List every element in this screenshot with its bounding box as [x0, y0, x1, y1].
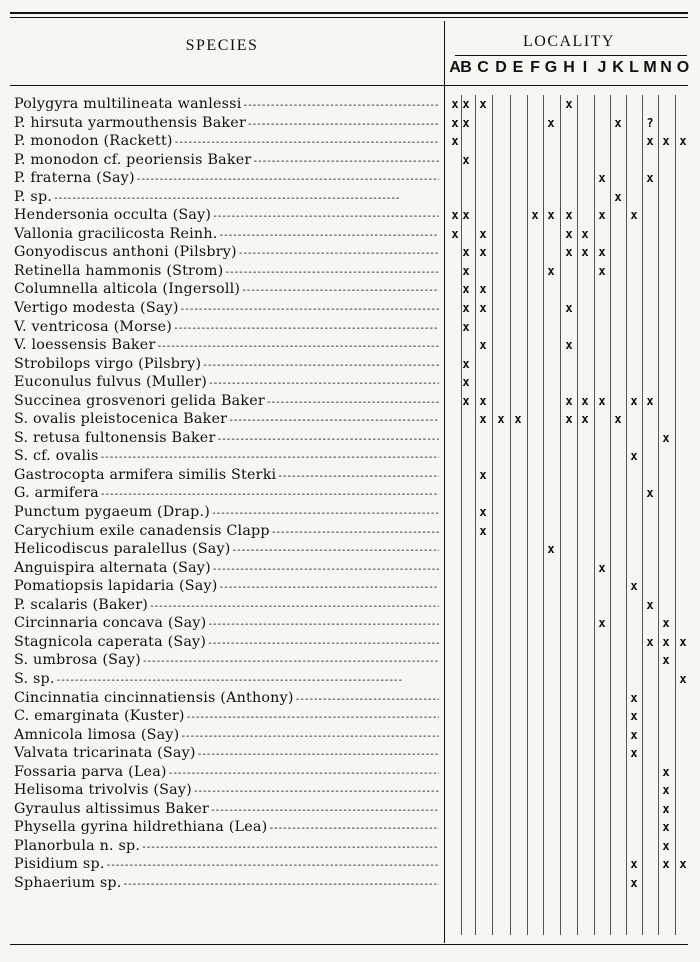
- table-row: [0, 318, 700, 337]
- occurrence-mark-B: x: [462, 208, 470, 223]
- species-name: Amnicola limosa (Say) - - -: [14, 727, 439, 745]
- occurrence-mark-B: x: [462, 356, 470, 371]
- locality-cells: [446, 429, 696, 448]
- occurrence-mark-N: x: [662, 764, 670, 779]
- species-name: P. hirsuta yarmouthensis Baker - - -: [14, 115, 439, 133]
- species-name: Gyraulus altissimus Baker - - -: [14, 801, 439, 819]
- occurrence-mark-J: x: [598, 560, 606, 575]
- occurrence-mark-I: x: [581, 226, 589, 241]
- locality-cells: [446, 114, 696, 133]
- locality-cells: [446, 818, 696, 837]
- table-row: [0, 781, 700, 800]
- table-row: [0, 633, 700, 652]
- table-row: [0, 707, 700, 726]
- species-name: Physella gyrina hildrethiana (Lea) - - -: [14, 819, 439, 837]
- species-name: Gonyodiscus anthoni (Pilsbry) - - -: [14, 244, 439, 262]
- table-row: [0, 726, 700, 745]
- locality-cells: [446, 373, 696, 392]
- occurrence-mark-C: x: [479, 226, 487, 241]
- species-name: Pomatiopsis lapidaria (Say) - - -: [14, 578, 439, 596]
- table-row: [0, 373, 700, 392]
- locality-letter-G: G: [544, 59, 558, 76]
- occurrence-mark-N: x: [662, 783, 670, 798]
- locality-cells: [446, 447, 696, 466]
- locality-letter-M: M: [643, 59, 657, 76]
- top-rule-thick: [10, 12, 688, 14]
- table-row: [0, 392, 700, 411]
- locality-cells: [446, 318, 696, 337]
- locality-cells: [446, 614, 696, 633]
- locality-underline: [455, 55, 687, 56]
- table-row: [0, 670, 700, 689]
- occurrence-mark-O: x: [679, 671, 687, 686]
- table-row: [0, 262, 700, 281]
- locality-cells: [446, 707, 696, 726]
- locality-letter-K: K: [612, 59, 624, 76]
- occurrence-mark-B: x: [462, 263, 470, 278]
- locality-cells: [446, 95, 696, 114]
- locality-letter-D: D: [495, 59, 507, 76]
- species-name: Circinnaria concava (Say) - - -: [14, 615, 439, 633]
- locality-letters: [446, 59, 696, 81]
- locality-cells: [446, 855, 696, 874]
- occurrence-mark-I: x: [581, 393, 589, 408]
- table-row: [0, 188, 700, 207]
- occurrence-mark-J: x: [598, 245, 606, 260]
- species-name: V. loessensis Baker - - -: [14, 337, 439, 355]
- occurrence-mark-C: x: [479, 523, 487, 538]
- table-row: [0, 800, 700, 819]
- locality-cells: [446, 299, 696, 318]
- locality-letter-F: F: [530, 59, 540, 76]
- occurrence-mark-M: ?: [646, 115, 654, 130]
- occurrence-mark-O: x: [679, 134, 687, 149]
- species-name: Punctum pygaeum (Drap.) - - -: [14, 504, 439, 522]
- occurrence-mark-N: x: [662, 430, 670, 445]
- table-row: [0, 855, 700, 874]
- table-row: [0, 559, 700, 578]
- occurrence-mark-O: x: [679, 634, 687, 649]
- table-row: [0, 206, 700, 225]
- table-row: [0, 410, 700, 429]
- locality-cells: [446, 132, 696, 151]
- locality-cells: [446, 336, 696, 355]
- occurrence-mark-M: x: [646, 597, 654, 612]
- locality-cells: [446, 392, 696, 411]
- occurrence-mark-G: x: [547, 263, 555, 278]
- table-row: [0, 540, 700, 559]
- locality-cells: [446, 225, 696, 244]
- occurrence-mark-L: x: [630, 727, 638, 742]
- occurrence-mark-N: x: [662, 134, 670, 149]
- occurrence-mark-A: x: [451, 226, 459, 241]
- occurrence-mark-H: x: [565, 412, 573, 427]
- occurrence-mark-D: x: [497, 412, 505, 427]
- table-row: [0, 596, 700, 615]
- locality-cells: [446, 503, 696, 522]
- species-name: Anguispira alternata (Say) - - -: [14, 560, 439, 578]
- species-name: Succinea grosvenori gelida Baker - - -: [14, 393, 439, 411]
- occurrence-mark-J: x: [598, 393, 606, 408]
- occurrence-mark-G: x: [547, 115, 555, 130]
- occurrence-mark-H: x: [565, 208, 573, 223]
- species-column-header: SPECIES: [185, 37, 259, 54]
- occurrence-mark-C: x: [479, 245, 487, 260]
- species-name: P. monodon (Rackett) - - -: [14, 133, 439, 151]
- species-name: Hendersonia occulta (Say) - - -: [14, 207, 439, 225]
- locality-cells: [446, 206, 696, 225]
- occurrence-mark-B: x: [462, 282, 470, 297]
- occurrence-mark-J: x: [598, 616, 606, 631]
- occurrence-mark-L: x: [630, 857, 638, 872]
- locality-cells: [446, 596, 696, 615]
- locality-cells: [446, 651, 696, 670]
- species-name: Helisoma trivolvis (Say) - - -: [14, 782, 439, 800]
- species-name: S. ovalis pleistocenica Baker - - -: [14, 411, 439, 429]
- occurrence-mark-C: x: [479, 338, 487, 353]
- occurrence-mark-N: x: [662, 634, 670, 649]
- occurrence-mark-A: x: [451, 208, 459, 223]
- occurrence-mark-B: x: [462, 245, 470, 260]
- species-name: Valvata tricarinata (Say) - - -: [14, 745, 439, 763]
- table-row: [0, 243, 700, 262]
- occurrence-mark-M: x: [646, 171, 654, 186]
- occurrence-mark-C: x: [479, 393, 487, 408]
- locality-cells: [446, 522, 696, 541]
- locality-cells: [446, 670, 696, 689]
- locality-cells: [446, 781, 696, 800]
- occurrence-mark-N: x: [662, 801, 670, 816]
- locality-cells: [446, 355, 696, 374]
- species-name: S. umbrosa (Say) - - -: [14, 652, 439, 670]
- table-row: [0, 114, 700, 133]
- occurrence-mark-C: x: [479, 412, 487, 427]
- species-table-body: [0, 95, 700, 893]
- occurrence-mark-C: x: [479, 282, 487, 297]
- occurrence-mark-N: x: [662, 838, 670, 853]
- table-row: [0, 336, 700, 355]
- occurrence-mark-J: x: [598, 171, 606, 186]
- table-row: [0, 503, 700, 522]
- species-name: C. emarginata (Kuster) - - -: [14, 708, 439, 726]
- locality-letter-A: A: [449, 59, 461, 76]
- locality-cells: [446, 466, 696, 485]
- occurrence-mark-L: x: [630, 579, 638, 594]
- locality-cells: [446, 262, 696, 281]
- species-name: G. armifera - - -: [14, 485, 439, 503]
- locality-cells: [446, 577, 696, 596]
- table-row: [0, 614, 700, 633]
- locality-cells: [446, 280, 696, 299]
- occurrence-mark-A: x: [451, 115, 459, 130]
- occurrence-mark-B: x: [462, 319, 470, 334]
- species-name: Gastrocopta armifera similis Sterki - - -: [14, 467, 439, 485]
- occurrence-mark-L: x: [630, 208, 638, 223]
- occurrence-mark-H: x: [565, 338, 573, 353]
- species-name: S. sp. - - -: [14, 671, 439, 689]
- occurrence-mark-N: x: [662, 857, 670, 872]
- locality-cells: [446, 633, 696, 652]
- locality-cells: [446, 874, 696, 893]
- occurrence-mark-M: x: [646, 134, 654, 149]
- locality-cells: [446, 540, 696, 559]
- species-name: S. cf. ovalis - - -: [14, 448, 439, 466]
- top-rule-thin: [10, 17, 688, 18]
- table-row: [0, 577, 700, 596]
- locality-cells: [446, 169, 696, 188]
- locality-letter-B: B: [460, 59, 472, 76]
- species-name: Polygyra multilineata wanlessi - - -: [14, 96, 439, 114]
- occurrence-mark-C: x: [479, 505, 487, 520]
- bottom-rule: [10, 944, 688, 945]
- table-row: [0, 299, 700, 318]
- table-row: [0, 225, 700, 244]
- locality-cells: [446, 744, 696, 763]
- species-name: Strobilops virgo (Pilsbry) - - -: [14, 356, 439, 374]
- species-name: Fossaria parva (Lea) - - -: [14, 764, 439, 782]
- table-row: [0, 355, 700, 374]
- occurrence-mark-M: x: [646, 634, 654, 649]
- table-row: [0, 132, 700, 151]
- table-row: [0, 522, 700, 541]
- table-row: [0, 466, 700, 485]
- occurrence-mark-K: x: [614, 115, 622, 130]
- species-name: Carychium exile canadensis Clapp - - -: [14, 523, 439, 541]
- occurrence-mark-M: x: [646, 393, 654, 408]
- species-name: Stagnicola caperata (Say) - - -: [14, 634, 439, 652]
- occurrence-mark-L: x: [630, 690, 638, 705]
- locality-cells: [446, 484, 696, 503]
- locality-column-header: LOCALITY: [523, 33, 615, 50]
- species-name: Retinella hammonis (Strom) - - -: [14, 263, 439, 281]
- table-row: [0, 837, 700, 856]
- species-name: P. monodon cf. peoriensis Baker - - -: [14, 152, 439, 170]
- locality-cells: [446, 243, 696, 262]
- locality-letter-O: O: [676, 59, 690, 76]
- species-name: Vallonia gracilicosta Reinh. - - -: [14, 226, 439, 244]
- occurrence-mark-H: x: [565, 245, 573, 260]
- occurrence-mark-N: x: [662, 820, 670, 835]
- locality-cells: [446, 188, 696, 207]
- locality-cells: [446, 763, 696, 782]
- table-row: [0, 744, 700, 763]
- species-name: Euconulus fulvus (Muller) - - -: [14, 374, 439, 392]
- table-row: [0, 169, 700, 188]
- occurrence-mark-C: x: [479, 301, 487, 316]
- occurrence-mark-G: x: [547, 208, 555, 223]
- occurrence-mark-J: x: [598, 263, 606, 278]
- species-name: Columnella alticola (Ingersoll) - - -: [14, 281, 439, 299]
- occurrence-mark-L: x: [630, 746, 638, 761]
- table-row: [0, 95, 700, 114]
- occurrence-mark-O: x: [679, 857, 687, 872]
- occurrence-mark-H: x: [565, 97, 573, 111]
- locality-letter-I: I: [582, 59, 588, 76]
- occurrence-mark-L: x: [630, 449, 638, 464]
- occurrence-mark-B: x: [462, 375, 470, 390]
- species-name: Pisidium sp. - - -: [14, 856, 439, 874]
- species-name: P. fraterna (Say) - - -: [14, 170, 439, 188]
- occurrence-mark-B: x: [462, 301, 470, 316]
- table-row: [0, 447, 700, 466]
- table-row: [0, 651, 700, 670]
- locality-cells: [446, 151, 696, 170]
- locality-cells: [446, 726, 696, 745]
- occurrence-mark-L: x: [630, 393, 638, 408]
- locality-cells: [446, 800, 696, 819]
- table-row: [0, 689, 700, 708]
- species-name: Sphaerium sp. - - -: [14, 875, 439, 893]
- locality-letter-E: E: [512, 59, 524, 76]
- occurrence-mark-H: x: [565, 226, 573, 241]
- species-name: P. sp. - - -: [14, 189, 439, 207]
- locality-letter-C: C: [477, 59, 489, 76]
- occurrence-mark-L: x: [630, 709, 638, 724]
- occurrence-mark-N: x: [662, 616, 670, 631]
- occurrence-mark-G: x: [547, 542, 555, 557]
- occurrence-mark-K: x: [614, 412, 622, 427]
- occurrence-mark-B: x: [462, 393, 470, 408]
- occurrence-mark-C: x: [479, 97, 487, 111]
- table-row: [0, 763, 700, 782]
- occurrence-mark-B: x: [462, 115, 470, 130]
- table-row: [0, 484, 700, 503]
- occurrence-mark-A: x: [451, 97, 459, 111]
- occurrence-mark-E: x: [514, 412, 522, 427]
- occurrence-mark-N: x: [662, 653, 670, 668]
- occurrence-mark-H: x: [565, 301, 573, 316]
- table-row: [0, 818, 700, 837]
- header-rule: [10, 85, 688, 86]
- occurrence-mark-B: x: [462, 97, 470, 111]
- occurrence-mark-H: x: [565, 393, 573, 408]
- occurrence-mark-K: x: [614, 189, 622, 204]
- species-name: P. scalaris (Baker) - - -: [14, 597, 439, 615]
- occurrence-mark-F: x: [531, 208, 539, 223]
- locality-cells: [446, 559, 696, 578]
- occurrence-mark-M: x: [646, 486, 654, 501]
- occurrence-mark-C: x: [479, 467, 487, 482]
- table-row: [0, 151, 700, 170]
- locality-letter-L: L: [629, 59, 639, 76]
- species-name: S. retusa fultonensis Baker - - -: [14, 430, 439, 448]
- locality-letter-J: J: [597, 59, 607, 76]
- table-row: [0, 874, 700, 893]
- table-row: [0, 429, 700, 448]
- locality-cells: [446, 837, 696, 856]
- occurrence-mark-B: x: [462, 152, 470, 167]
- locality-letter-N: N: [660, 59, 672, 76]
- occurrence-mark-L: x: [630, 875, 638, 890]
- occurrence-mark-I: x: [581, 412, 589, 427]
- occurrence-mark-I: x: [581, 245, 589, 260]
- occurrence-mark-J: x: [598, 208, 606, 223]
- locality-cells: [446, 410, 696, 429]
- species-name: Vertigo modesta (Say) - - -: [14, 300, 439, 318]
- species-name: Cincinnatia cincinnatiensis (Anthony) - - -: [14, 690, 439, 708]
- locality-letter-H: H: [563, 59, 575, 76]
- locality-cells: [446, 689, 696, 708]
- species-name: V. ventricosa (Morse) - - -: [14, 319, 439, 337]
- species-name: Planorbula n. sp. - - -: [14, 838, 439, 856]
- occurrence-mark-A: x: [451, 134, 459, 149]
- table-row: [0, 280, 700, 299]
- species-name: Helicodiscus paralellus (Say) - - -: [14, 541, 439, 559]
